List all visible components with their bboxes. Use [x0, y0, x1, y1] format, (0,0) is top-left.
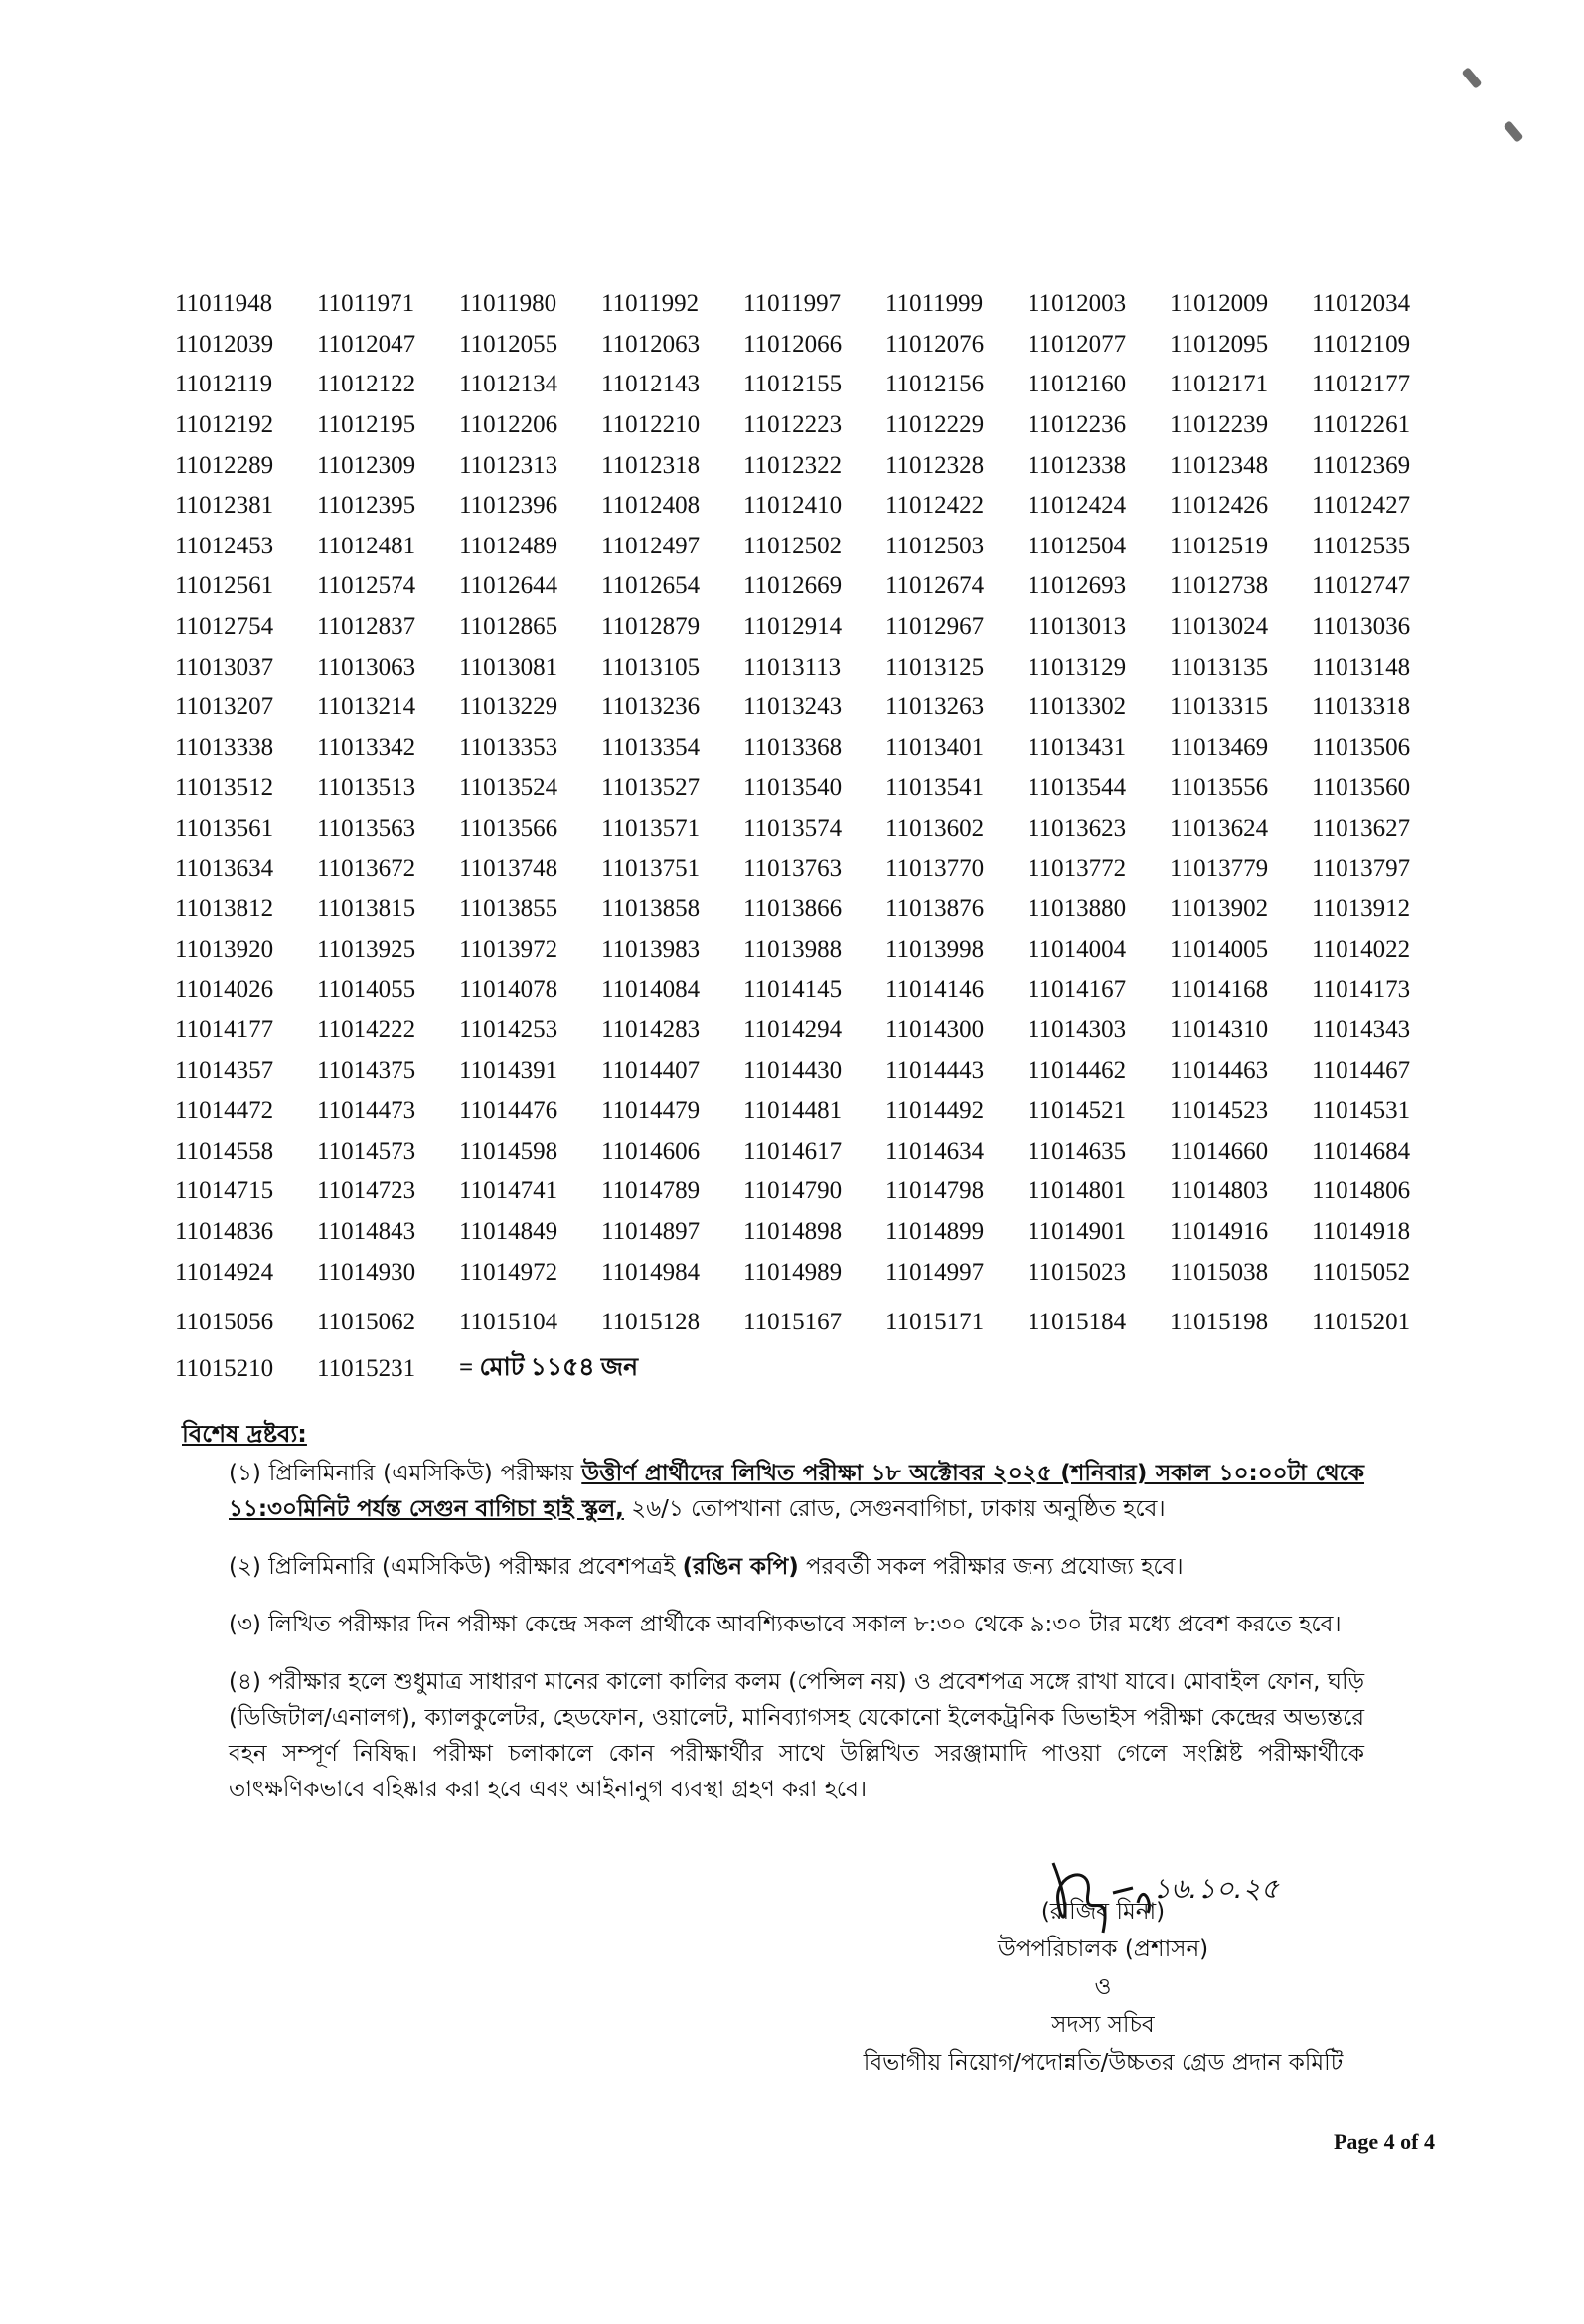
roll-number: 11012134: [459, 371, 558, 398]
roll-number: 11013125: [885, 653, 985, 681]
roll-number: 11014606: [601, 1137, 701, 1164]
roll-row: [175, 889, 1437, 930]
roll-number: 11013998: [885, 935, 985, 963]
roll-row: [175, 768, 1437, 809]
roll-number: 11014375: [317, 1056, 416, 1084]
signatory-committee: বিভাগীয় নিয়োগ/পদোন্নতি/উচ্চতর গ্রেড প্রদান কমিটি: [863, 2050, 1344, 2076]
roll-number: 11013574: [743, 815, 843, 843]
roll-number: 11012206: [459, 411, 558, 439]
roll-number: 11013113: [743, 653, 842, 681]
roll-number: 11013431: [1028, 733, 1127, 761]
roll-number: 11012156: [885, 371, 985, 398]
roll-number: 11013037: [175, 653, 274, 681]
roll-number: 11013506: [1312, 733, 1411, 761]
note-1-number: (১): [229, 1461, 261, 1486]
roll-number: 11013342: [317, 733, 416, 761]
roll-number: 11013524: [459, 774, 558, 802]
roll-row: [175, 566, 1437, 607]
roll-number: 11012313: [459, 451, 558, 479]
roll-row: [175, 728, 1437, 769]
roll-number: 11014300: [885, 1015, 985, 1043]
roll-number: 11014430: [743, 1056, 843, 1084]
note-1-text-bold: উত্তীর্ণ প্রার্থীদের লিখিত পরীক্ষা ১৮ অক্টোবর ২০২৫ (শনিবার) সকাল ১০:০০টা থেকে ১১:৩০মিনিট পর্যন্ত সেগুন বাগিচা হাই স্কুল,: [229, 1461, 1365, 1522]
roll-number: 11014898: [743, 1217, 843, 1245]
roll-number: 11012914: [743, 613, 843, 641]
roll-row: [175, 445, 1437, 486]
roll-number: 11014004: [1028, 935, 1127, 963]
roll-number: 11014660: [1170, 1137, 1269, 1164]
roll-number: 11012003: [1028, 290, 1127, 318]
roll-number: 11013229: [459, 694, 558, 721]
roll-number: 11012967: [885, 613, 985, 641]
roll-number: 11013148: [1312, 653, 1411, 681]
roll-number: 11014078: [459, 976, 558, 1004]
roll-number: 11014899: [885, 1217, 985, 1245]
roll-number: 11015171: [885, 1309, 985, 1336]
roll-row: [175, 1252, 1437, 1293]
roll-number: 11012039: [175, 330, 274, 358]
roll-number: 11013214: [317, 694, 416, 721]
roll-number: 11014531: [1312, 1097, 1411, 1125]
roll-number: 11015062: [317, 1309, 416, 1336]
roll-number: 11012289: [175, 451, 274, 479]
roll-number: 11013563: [317, 815, 416, 843]
roll-number: 11014473: [317, 1097, 416, 1125]
roll-number: 11014806: [1312, 1177, 1411, 1205]
roll-row: [175, 849, 1437, 889]
roll-number: 11015184: [1028, 1309, 1127, 1336]
roll-number: 11013812: [175, 895, 274, 923]
roll-number: 11012055: [459, 330, 558, 358]
roll-number: 11013560: [1312, 774, 1411, 802]
roll-number: 11012837: [317, 613, 416, 641]
roll-number: 11013634: [175, 854, 274, 882]
roll-number: 11012066: [743, 330, 843, 358]
roll-number: 11012410: [743, 492, 843, 520]
roll-number: 11014634: [885, 1137, 985, 1164]
roll-number: 11013770: [885, 854, 985, 882]
roll-number: 11012177: [1312, 371, 1411, 398]
roll-number: 11011948: [175, 290, 273, 318]
roll-number: 11013866: [743, 895, 843, 923]
roll-number: 11012879: [601, 613, 701, 641]
roll-number: 11013925: [317, 935, 416, 963]
roll-number: 11014177: [175, 1015, 274, 1043]
roll-number: 11013512: [175, 774, 274, 802]
roll-number: 11012424: [1028, 492, 1127, 520]
roll-number: 11015167: [743, 1309, 843, 1336]
roll-number: 11012229: [885, 411, 985, 439]
roll-number: 11015038: [1170, 1258, 1269, 1286]
roll-number: 11014481: [743, 1097, 843, 1125]
roll-number: 11013318: [1312, 694, 1411, 721]
roll-number: 11011992: [601, 290, 700, 318]
roll-number: 11012427: [1312, 492, 1411, 520]
roll-number: 11012348: [1170, 451, 1269, 479]
roll-number: 11012503: [885, 532, 985, 559]
roll-number: 11013876: [885, 895, 985, 923]
roll-number: 11015052: [1312, 1258, 1411, 1286]
roll-number: 11013541: [885, 774, 985, 802]
note-2-text-post: পরবর্তী সকল পরীক্ষার জন্য প্রযোজ্য হবে।: [806, 1554, 1184, 1580]
roll-number: 11013207: [175, 694, 274, 721]
roll-number: 11013315: [1170, 694, 1269, 721]
roll-number: 11014684: [1312, 1137, 1411, 1164]
roll-number: 11011980: [459, 290, 557, 318]
roll-number: 11014492: [885, 1097, 985, 1125]
roll-number: 11012381: [175, 492, 274, 520]
note-2-text-bold: (রঙিন কপি): [682, 1554, 799, 1580]
roll-number: 11012644: [459, 572, 558, 600]
roll-number: 11014005: [1170, 935, 1269, 963]
roll-row: [175, 1171, 1437, 1212]
roll-number: 11014145: [743, 976, 843, 1004]
roll-number: 11013561: [175, 815, 274, 843]
roll-row: [175, 809, 1437, 850]
roll-number: 11014222: [317, 1015, 416, 1043]
roll-number: 11012865: [459, 613, 558, 641]
roll-number: 11012009: [1170, 290, 1269, 318]
note-1: [229, 1456, 1364, 1527]
roll-number: 11014310: [1170, 1015, 1269, 1043]
roll-number: 11013513: [317, 774, 416, 802]
roll-number: 11013880: [1028, 895, 1127, 923]
roll-number: 11013556: [1170, 774, 1269, 802]
roll-number: 11013623: [1028, 815, 1127, 843]
roll-number: 11013469: [1170, 733, 1269, 761]
roll-number: 11013338: [175, 733, 274, 761]
roll-number: 11013763: [743, 854, 843, 882]
roll-number: 11012143: [601, 371, 701, 398]
roll-number: 11015104: [459, 1309, 558, 1336]
roll-number: 11012674: [885, 572, 985, 600]
roll-number: 11014283: [601, 1015, 701, 1043]
roll-number: 11013353: [459, 733, 558, 761]
roll-number: 11014463: [1170, 1056, 1269, 1084]
roll-number: 11014715: [175, 1177, 274, 1205]
roll-number: 11014984: [601, 1258, 701, 1286]
roll-number: 11014924: [175, 1258, 274, 1286]
roll-number: 11014801: [1028, 1177, 1127, 1205]
roll-number: 11012453: [175, 532, 274, 559]
roll-number: 11013081: [459, 653, 558, 681]
final-roll-row: [175, 1348, 1437, 1389]
roll-number: 11013368: [743, 733, 843, 761]
roll-number: 11013983: [601, 935, 701, 963]
roll-number: 11013672: [317, 854, 416, 882]
roll-number: 11013624: [1170, 815, 1269, 843]
roll-number: 11013129: [1028, 653, 1127, 681]
roll-number: 11014055: [317, 976, 416, 1004]
roll-number: 11013354: [601, 733, 701, 761]
roll-number: 11014997: [885, 1258, 985, 1286]
roll-row: [175, 607, 1437, 648]
roll-number: 11011999: [885, 290, 984, 318]
roll-number: 11013858: [601, 895, 701, 923]
roll-number: 11014146: [885, 976, 985, 1004]
roll-number: 11014836: [175, 1217, 274, 1245]
roll-number: 11014343: [1312, 1015, 1411, 1043]
roll-row: [175, 325, 1437, 366]
roll-number: 11013751: [601, 854, 701, 882]
roll-number: 11014479: [601, 1097, 701, 1125]
roll-number: 11012408: [601, 492, 701, 520]
roll-number: 11014843: [317, 1217, 416, 1245]
roll-number: 11013063: [317, 653, 416, 681]
roll-number: 11014407: [601, 1056, 701, 1084]
roll-number: 11012261: [1312, 411, 1411, 439]
roll-number: 11013902: [1170, 895, 1269, 923]
total-count: = মোট ১১৫৪ জন: [459, 1354, 639, 1382]
roll-number: 11015056: [175, 1309, 274, 1336]
roll-number: 11015210: [175, 1354, 274, 1382]
signatory-name: (রাজিব মিনা): [1040, 1899, 1166, 1925]
roll-row: [175, 1010, 1437, 1051]
roll-number: 11013527: [601, 774, 701, 802]
roll-number: 11015198: [1170, 1309, 1269, 1336]
roll-number: 11013302: [1028, 694, 1127, 721]
roll-number: 11011997: [743, 290, 842, 318]
roll-row: [175, 1050, 1437, 1091]
roll-number: 11012236: [1028, 411, 1127, 439]
roll-number: 11013263: [885, 694, 985, 721]
roll-number: 11013815: [317, 895, 416, 923]
roll-number: 11012195: [317, 411, 416, 439]
roll-number: 11013401: [885, 733, 985, 761]
note-1-text-post: ২৬/১ তোপখানা রোড, সেগুনবাগিচা, ঢাকায় অনুষ্ঠিত হবে।: [631, 1496, 1166, 1522]
roll-number: 11014803: [1170, 1177, 1269, 1205]
roll-number: 11013243: [743, 694, 843, 721]
roll-number: 11011971: [317, 290, 415, 318]
roll-number: 11012396: [459, 492, 558, 520]
roll-number: 11012738: [1170, 572, 1269, 600]
roll-number: 11012077: [1028, 330, 1127, 358]
roll-number: 11012095: [1170, 330, 1269, 358]
roll-number: 11012309: [317, 451, 416, 479]
roll-number: 11014521: [1028, 1097, 1127, 1125]
roll-number: 11012481: [317, 532, 416, 559]
roll-number: 11014916: [1170, 1217, 1269, 1245]
roll-number: 11014476: [459, 1097, 558, 1125]
roll-number: 11012338: [1028, 451, 1127, 479]
roll-number: 11014357: [175, 1056, 274, 1084]
roll-number: 11014573: [317, 1137, 416, 1164]
roll-row: [175, 365, 1437, 405]
roll-number: 11015201: [1312, 1309, 1411, 1336]
roll-number: 11013602: [885, 815, 985, 843]
roll-number: 11012669: [743, 572, 843, 600]
roll-number: 11012318: [601, 451, 701, 479]
roll-number: 11013988: [743, 935, 843, 963]
roll-number: 11013135: [1170, 653, 1269, 681]
roll-number: 11012426: [1170, 492, 1269, 520]
roll-number: 11014168: [1170, 976, 1269, 1004]
roll-number: 11015128: [601, 1309, 701, 1336]
signatory-conjunction: ও: [1094, 1974, 1112, 2000]
roll-number: 11012654: [601, 572, 701, 600]
roll-number: 11014635: [1028, 1137, 1127, 1164]
roll-number: 11014901: [1028, 1217, 1127, 1245]
roll-number: 11013972: [459, 935, 558, 963]
roll-number: 11013627: [1312, 815, 1411, 843]
roll-number: 11012535: [1312, 532, 1411, 559]
roll-number: 11014558: [175, 1137, 274, 1164]
roll-number: 11013855: [459, 895, 558, 923]
roll-number: 11013748: [459, 854, 558, 882]
roll-number: 11013105: [601, 653, 701, 681]
roll-number: 11014789: [601, 1177, 701, 1205]
roll-row: [175, 486, 1437, 527]
roll-number: 11012239: [1170, 411, 1269, 439]
roll-row: [175, 1212, 1437, 1253]
roll-number: 11012574: [317, 572, 416, 600]
roll-number: 11014723: [317, 1177, 416, 1205]
roll-number: 11012223: [743, 411, 843, 439]
roll-number: 11014598: [459, 1137, 558, 1164]
roll-number: 11014443: [885, 1056, 985, 1084]
roll-number: 11014989: [743, 1258, 843, 1286]
roll-row: [175, 284, 1437, 325]
roll-number: 11015023: [1028, 1258, 1127, 1286]
note-2-number: (২): [229, 1554, 261, 1580]
roll-number: 11015231: [317, 1354, 416, 1382]
roll-number: 11012122: [317, 371, 416, 398]
roll-number: 11012328: [885, 451, 985, 479]
roll-number: 11014790: [743, 1177, 843, 1205]
roll-number: 11012171: [1170, 371, 1269, 398]
roll-number: 11012502: [743, 532, 843, 559]
note-2: [229, 1549, 1364, 1585]
roll-number: 11012155: [743, 371, 843, 398]
punch-hole-mark: [1461, 67, 1482, 89]
signature-date: ১৬.১০.২৫: [1153, 1872, 1279, 1905]
roll-number: 11013566: [459, 815, 558, 843]
roll-number: 11013544: [1028, 774, 1127, 802]
punch-hole-mark: [1503, 120, 1523, 143]
note-3: (৩) লিখিত পরীক্ষার দিন পরীক্ষা কেন্দ্রে সকল প্রার্থীকে আবশ্যিকভাবে সকাল ৮:৩০ থেকে ৯:৩০ টার মধ্যে প্রবেশ করতে হবে।: [229, 1612, 1342, 1637]
roll-number: 11012561: [175, 572, 274, 600]
roll-number: 11012693: [1028, 572, 1127, 600]
roll-number: 11014294: [743, 1015, 843, 1043]
roll-number: 11013797: [1312, 854, 1411, 882]
signatory-block: [795, 1843, 1411, 2082]
roll-number: 11012497: [601, 532, 701, 559]
roll-number: 11014897: [601, 1217, 701, 1245]
roll-number-list: [175, 284, 1437, 1389]
roll-number: 11012322: [743, 451, 843, 479]
roll-number: 11012063: [601, 330, 701, 358]
roll-number: 11012192: [175, 411, 274, 439]
page-number: Page 4 of 4: [1333, 2129, 1435, 2154]
roll-number: 11012210: [601, 411, 701, 439]
roll-number: 11012395: [317, 492, 416, 520]
roll-number: 11014472: [175, 1097, 274, 1125]
roll-number: 11013779: [1170, 854, 1269, 882]
roll-number: 11014173: [1312, 976, 1411, 1004]
roll-number: 11013036: [1312, 613, 1411, 641]
roll-number: 11013540: [743, 774, 843, 802]
roll-number: 11014026: [175, 976, 274, 1004]
roll-number: 11014798: [885, 1177, 985, 1205]
roll-number: 11014523: [1170, 1097, 1269, 1125]
roll-number: 11012109: [1312, 330, 1411, 358]
roll-number: 11014462: [1028, 1056, 1127, 1084]
roll-number: 11013236: [601, 694, 701, 721]
roll-number: 11014467: [1312, 1056, 1411, 1084]
roll-number: 11013024: [1170, 613, 1269, 641]
roll-number: 11012076: [885, 330, 985, 358]
roll-number: 11012504: [1028, 532, 1127, 559]
roll-number: 11013920: [175, 935, 274, 963]
roll-number: 11012034: [1312, 290, 1411, 318]
roll-number: 11012747: [1312, 572, 1411, 600]
note-4: (৪) পরীক্ষার হলে শুধুমাত্র সাধারণ মানের কালো কালির কলম (পেন্সিল নয়) ও প্রবেশপত্র সঙ্গে রাখা যাবে। মোবাইল ফোন, ঘড়ি (ডিজিটাল/এনালগ), ক্যালকুলেটর, হেডফোন, ওয়ালেট, মানিব্যাগসহ যেকোনো ইলেকট্রনিক ডিভাইস পরীক্ষা কেন্দ্রের অভ্যন্তরে বহন সম্পূর্ণ নিষিদ্ধ। পরীক্ষা চলাকালে কোন পরীক্ষার্থীর সাথে উল্লিখিত সরঞ্জামাদি পাওয়া গেলে সংশ্লিষ্ট পরীক্ষার্থীকে তাৎক্ষণিকভাবে বহিষ্কার করা হবে এবং আইনানুগ ব্যবস্থা গ্রহণ করা হবে।: [229, 1669, 1364, 1802]
roll-number: 11014741: [459, 1177, 558, 1205]
roll-number: 11012519: [1170, 532, 1269, 559]
special-notes: [182, 1416, 1364, 1829]
roll-number: 11014022: [1312, 935, 1411, 963]
roll-number: 11013013: [1028, 613, 1127, 641]
roll-number: 11014391: [459, 1056, 558, 1084]
roll-number: 11012369: [1312, 451, 1411, 479]
roll-number: 11012489: [459, 532, 558, 559]
roll-number: 11014930: [317, 1258, 416, 1286]
roll-row: [175, 1131, 1437, 1171]
roll-number: 11014918: [1312, 1217, 1411, 1245]
roll-number: 11014253: [459, 1015, 558, 1043]
roll-number: 11012047: [317, 330, 416, 358]
signatory-designation: উপপরিচালক (প্রশাসন): [997, 1937, 1209, 1962]
roll-row: [175, 688, 1437, 728]
roll-number: 11014972: [459, 1258, 558, 1286]
signatory-role: সদস্য সচিব: [1051, 2012, 1155, 2038]
note-1-text-pre: প্রিলিমিনারি (এমসিকিউ) পরীক্ষায়: [268, 1461, 574, 1486]
roll-number: 11012119: [175, 371, 273, 398]
note-2-text-pre: প্রিলিমিনারি (এমসিকিউ) পরীক্ষার প্রবেশপত্রই: [268, 1554, 676, 1580]
roll-number: 11014617: [743, 1137, 843, 1164]
roll-row: [175, 970, 1437, 1010]
roll-row: [175, 405, 1437, 446]
roll-number: 11012754: [175, 613, 274, 641]
roll-number: 11014303: [1028, 1015, 1127, 1043]
roll-row: [175, 1303, 1437, 1343]
roll-number: 11012422: [885, 492, 985, 520]
roll-row: [175, 647, 1437, 688]
roll-number: 11012160: [1028, 371, 1127, 398]
roll-row: [175, 1091, 1437, 1132]
roll-number: 11014167: [1028, 976, 1127, 1004]
roll-row: [175, 527, 1437, 567]
roll-number: 11014084: [601, 976, 701, 1004]
roll-number: 11013571: [601, 815, 701, 843]
roll-row: [175, 930, 1437, 971]
roll-number: 11013772: [1028, 854, 1127, 882]
roll-number: 11014849: [459, 1217, 558, 1245]
roll-number: 11013912: [1312, 895, 1411, 923]
notes-heading: বিশেষ দ্রষ্টব্য:: [182, 1420, 307, 1448]
